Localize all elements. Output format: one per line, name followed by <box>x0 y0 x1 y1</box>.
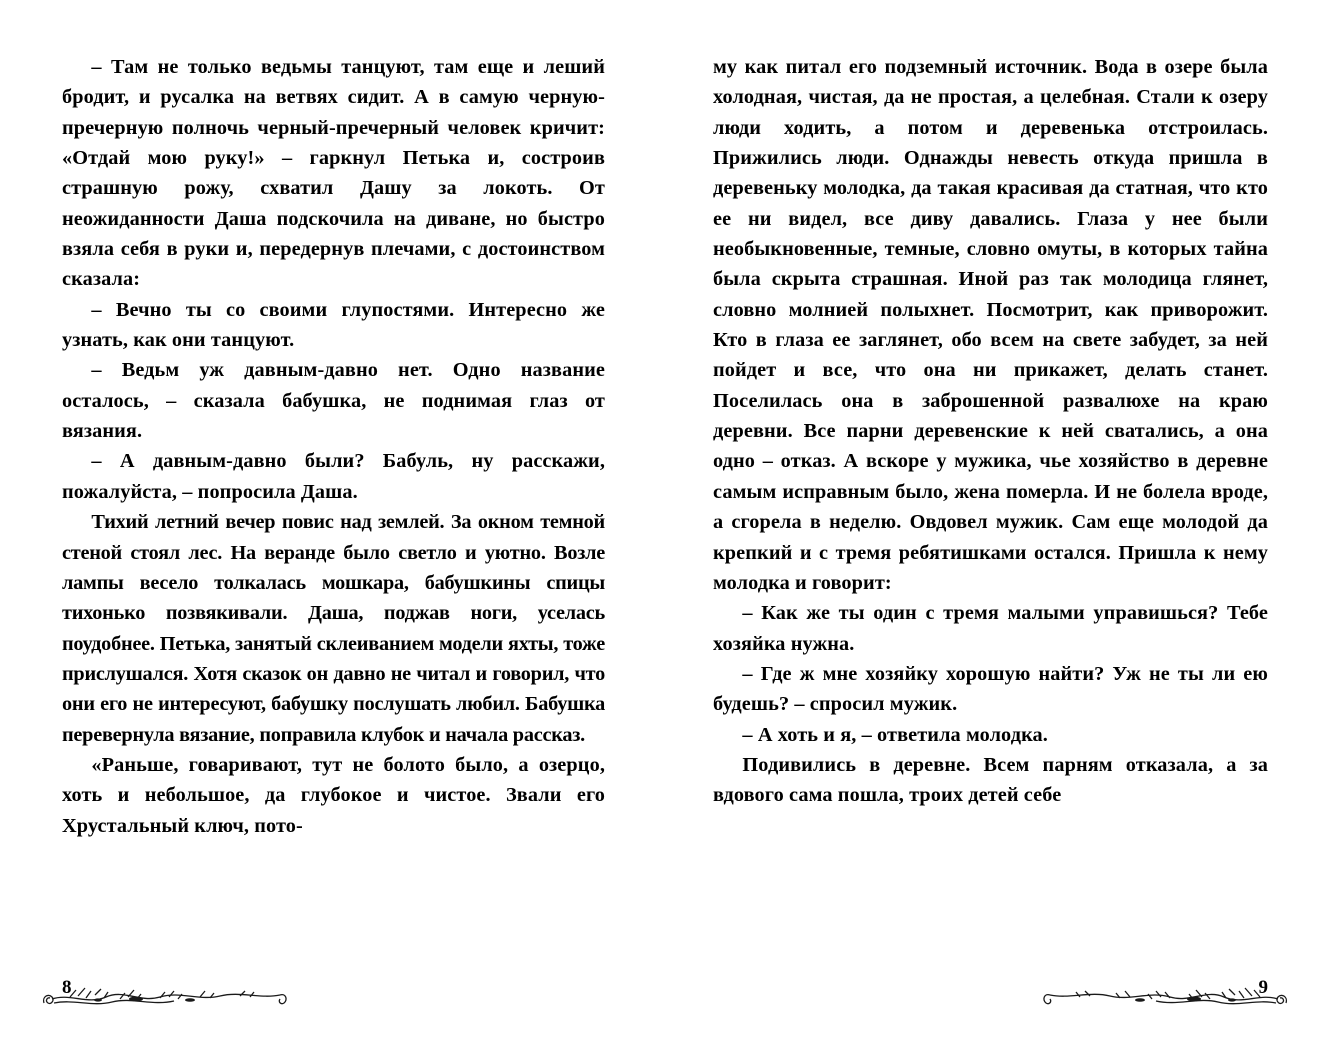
paragraph: – Там не только ведьмы танцуют, там еще и леший бродит, и русалка на ветвях сидит. А в самую черную-пречерную полночь черный-пречерный человек кричит: «Отдай мою руку!» – гаркнул Петька и, состроив страшную рожу, схватил Дашу за локоть. От неожиданности Даша подскочила на диване, но быстро взяла себя в руки и, передернув плечами, с достоинством сказала: <box>62 56 605 291</box>
paragraph: – А хоть и я, – ответила молодка. <box>742 723 1048 746</box>
page-number-left: 8 <box>62 977 72 998</box>
paragraph: – Как же ты один с тремя малыми управишься? Тебе хозяйка нужна. <box>713 602 1268 655</box>
decorative-flourish-right-icon <box>1040 973 1290 1015</box>
right-page <box>665 0 1330 1043</box>
paragraph: – Вечно ты со своими глупостями. Интересно же узнать, как они танцуют. <box>62 298 605 352</box>
paragraph: му как питал его подземный источник. Вода в озере была холодная, чистая, да не простая, а целебная. Стали к озеру люди ходить, а потом и деревенька отстроилась. Прижились люди. Однажды невесть откуда пришла в деревеньку молодка, да такая красивая да статная, что кто ее ни видел, все диву давались. Глаза у нее были необыкновенные, темные, словно омуты, в которых тайна была скрыта страшная. Иной раз так молодица глянет, словно молнией полыхнет. Посмотрит, как приворожит. Кто в глаза ее заглянет, обо всем на свете забудет, за ней пойдет и все, что она ни прикажет, делать станет. Поселилась она в заброшенной развалюхе на краю деревни. Все парни деревенские к ней сватались, а она одно – отказ. А вскоре у мужика, чье хозяйство в деревне самым исправным было, жена померла. И не болела вроде, а сгорела в неделю. Овдовел мужик. Сам еще молодой да крепкий и с тремя ребятишками остался. Пришла к нему молодка и говорит: <box>713 56 1268 594</box>
paragraph: Подивились в деревне. Всем парням отказала, а за вдового сама пошла, троих детей себе <box>713 753 1268 807</box>
decorative-flourish-left-icon <box>40 973 290 1015</box>
page-number-right: 9 <box>1258 977 1268 998</box>
paragraph: «Раньше, говаривают, тут не болото было, а озерцо, хоть и небольшое, да глубокое и чистое. Звали его Хрустальный ключ, пото- <box>62 753 605 837</box>
right-page-text-column <box>713 52 1268 811</box>
paragraph: – Где ж мне хозяйку хорошую найти? Уж не ты ли ею будешь? – спросил мужик. <box>713 662 1268 716</box>
paragraph: Тихий летний вечер повис над землей. За окном темной стеной стоял лес. На веранде было светло и уютно. Возле лампы весело толкалась мошкара, бабушкины спицы тихонько позвякивали. Даша, поджав ноги, уселась поудобнее. Петька, занятый склеиванием модели яхты, тоже прислушался. Хотя сказок он давно не читал и говорил, что они его не интересуют, бабушку послушать любил. Бабушка перевернула вязание, поправила клубок и начала рассказ. <box>62 511 605 746</box>
left-page-text-column <box>62 52 605 841</box>
paragraph: – А давным-давно были? Бабуль, ну расскажи, пожалуйста, – попросила Даша. <box>62 450 605 503</box>
paragraph: – Ведьм уж давным-давно нет. Одно название осталось, – сказала бабушка, не поднимая глаз от вязания. <box>62 359 605 443</box>
